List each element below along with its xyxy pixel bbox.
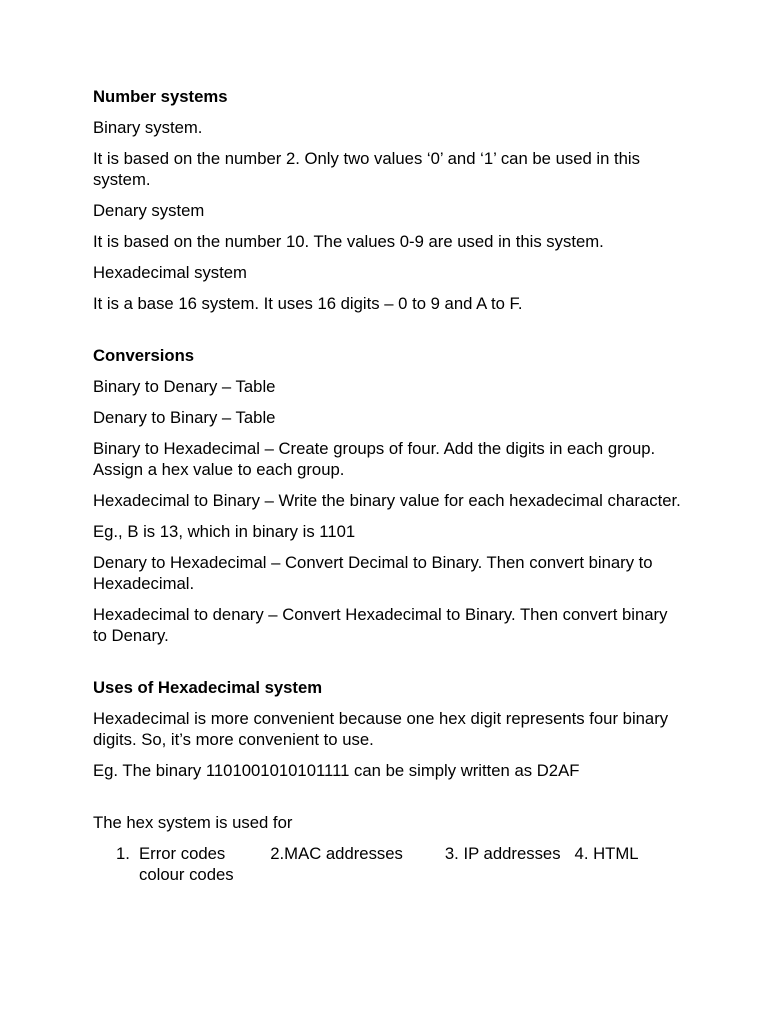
list-number: 1. xyxy=(116,844,130,863)
hex-uses-intro: The hex system is used for xyxy=(93,813,293,832)
conversion-item: Denary to Hexadecimal – Convert Decimal to Binary. Then convert binary to Hexadecimal. xyxy=(93,553,653,593)
hex-system-title: Hexadecimal system xyxy=(93,263,247,282)
list-item xyxy=(93,843,683,885)
heading-number-systems: Number systems xyxy=(93,87,228,106)
binary-system-title: Binary system. xyxy=(93,118,203,137)
denary-system-title: Denary system xyxy=(93,201,205,220)
spacer xyxy=(93,656,683,677)
heading-conversions: Conversions xyxy=(93,346,195,365)
heading-uses-of-hexadecimal: Uses of Hexadecimal system xyxy=(93,678,323,697)
uses-example: Eg. The binary 1101001010101111 can be simply written as D2AF xyxy=(93,761,580,780)
conversion-item: Hexadecimal to Binary – Write the binary value for each hexadecimal character. xyxy=(93,491,681,510)
spacer xyxy=(93,324,683,345)
uses-text: Hexadecimal is more convenient because one hex digit represents four binary digits. So, it’s more convenient to use. xyxy=(93,709,669,749)
binary-system-text: It is based on the number 2. Only two values ‘0’ and ‘1’ can be used in this system. xyxy=(93,149,640,189)
conversion-item: Denary to Binary – Table xyxy=(93,408,276,427)
use-mac-addresses: 2.MAC addresses xyxy=(270,844,403,863)
spacer xyxy=(93,791,683,812)
use-error-codes: Error codes xyxy=(139,844,226,863)
conversion-item: Binary to Hexadecimal – Create groups of four. Add the digits in each group. Assign a hex value to each group. xyxy=(93,439,656,479)
use-html-colour-codes: 4. HTML colour codes xyxy=(139,844,638,884)
hex-uses-list xyxy=(93,843,683,885)
denary-system-text: It is based on the number 10. The values 0-9 are used in this system. xyxy=(93,232,604,251)
document-page xyxy=(93,86,683,885)
conversion-example: Eg., B is 13, which in binary is 1101 xyxy=(93,522,356,541)
conversion-item: Binary to Denary – Table xyxy=(93,377,276,396)
use-ip-addresses: 3. IP addresses xyxy=(444,844,561,863)
conversion-item: Hexadecimal to denary – Convert Hexadecimal to Binary. Then convert binary to Denary. xyxy=(93,605,668,645)
hex-system-text: It is a base 16 system. It uses 16 digits – 0 to 9 and A to F. xyxy=(93,294,523,313)
